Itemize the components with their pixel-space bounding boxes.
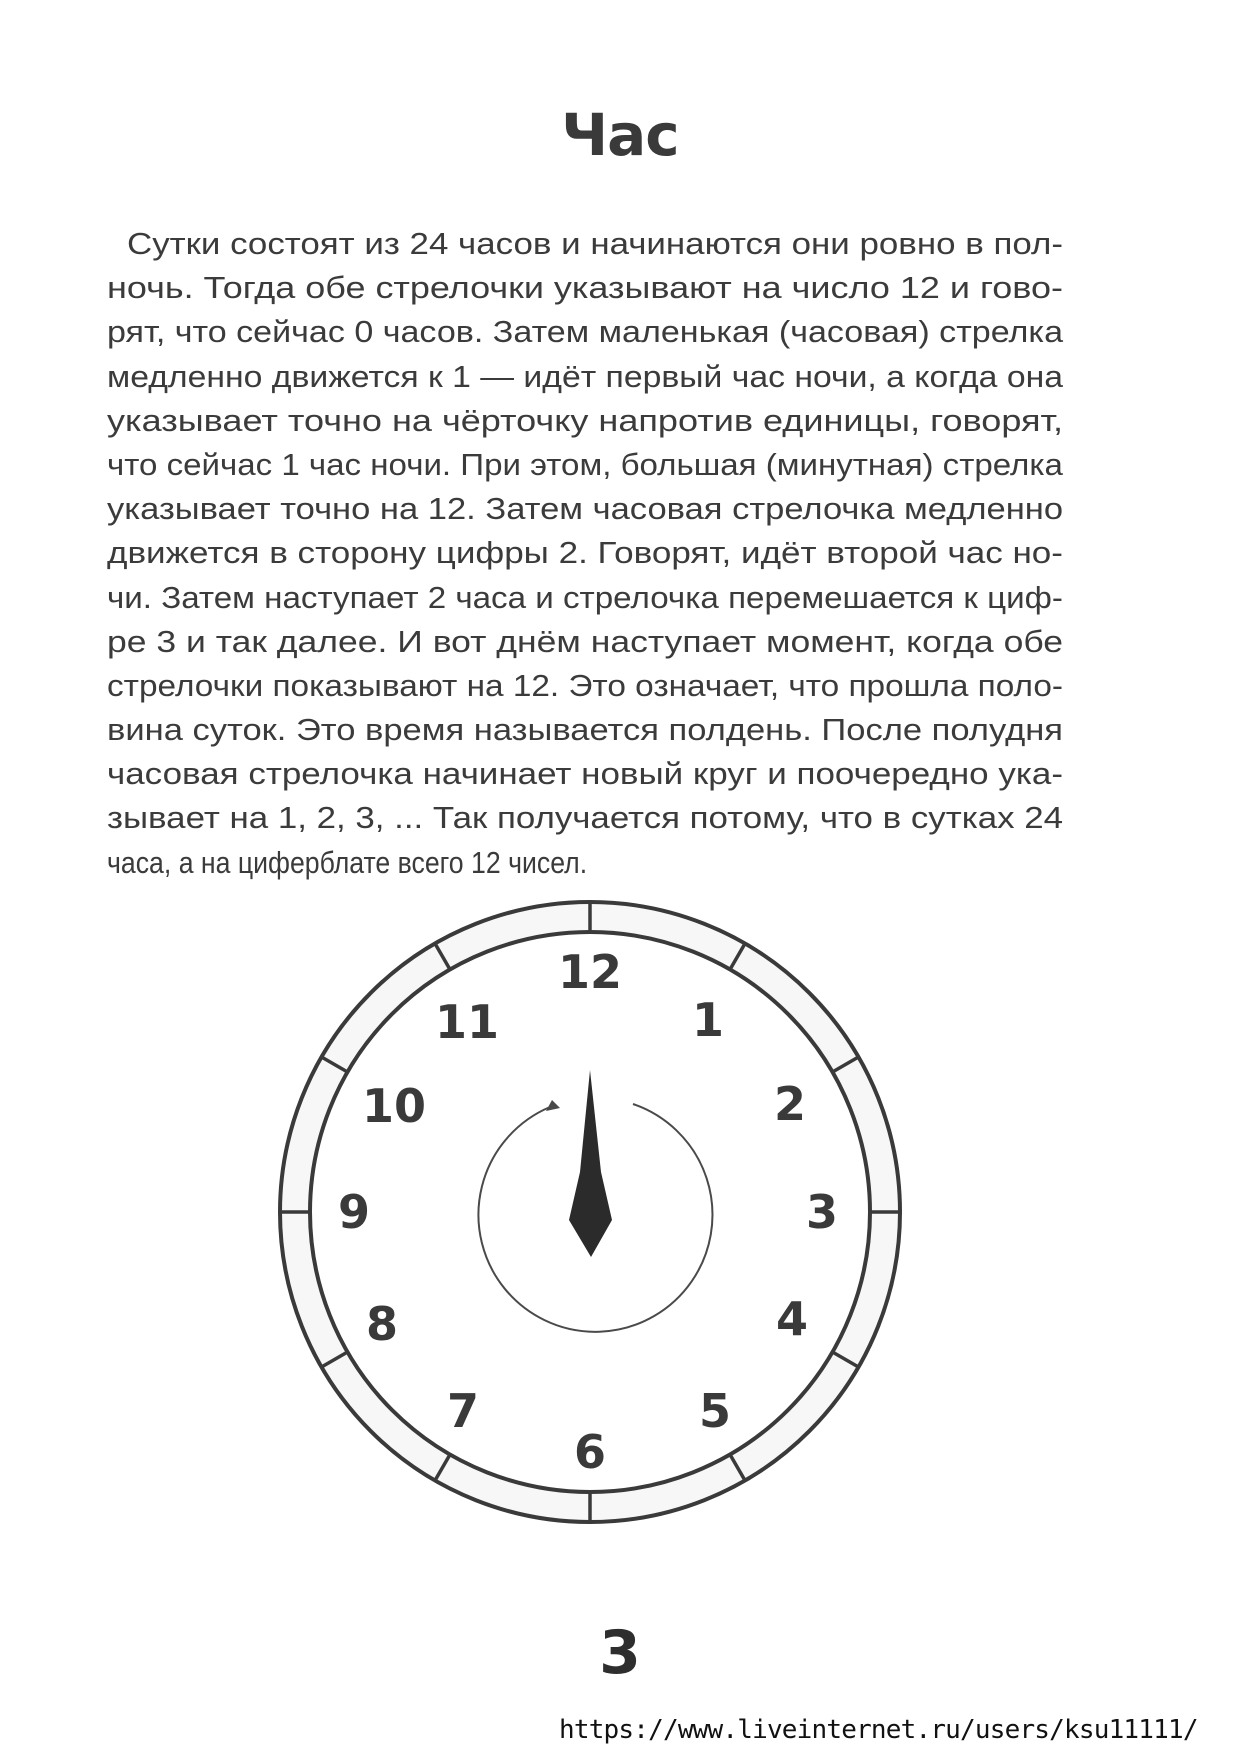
paragraph-line: часа, а на циферблате всего 12 чисел. xyxy=(107,844,588,880)
paragraph-line: ре 3 и так далее. И вот днём наступает момент, когда обе xyxy=(107,623,1064,659)
numeral-4: 4 xyxy=(775,1292,809,1346)
paragraph-line: вина суток. Это время называется полдень. После полудня xyxy=(107,712,1064,748)
paragraph-line: ночь. Тогда обе стрелочки указывают на число 12 и гово- xyxy=(107,270,1064,306)
paragraph-line: указывает точно на чёрточку напротив единицы, говорят, xyxy=(107,402,1064,438)
paragraph-line: движется в сторону цифры 2. Говорят, идёт второй час но- xyxy=(107,535,1063,571)
numeral-5: 5 xyxy=(698,1384,732,1438)
numeral-6: 6 xyxy=(573,1425,607,1479)
paragraph-line: указывает точно на 12. Затем часовая стрелочка медленно xyxy=(107,491,1064,527)
paragraph-line: что сейчас 1 час ночи. При этом, большая (минутная) стрелка xyxy=(107,446,1063,482)
numeral-9: 9 xyxy=(337,1185,371,1239)
page-title: Час xyxy=(561,101,679,169)
numeral-10: 10 xyxy=(361,1079,427,1133)
paragraph-line: рят, что сейчас 0 часов. Затем маленькая (часовая) стрелка xyxy=(107,314,1064,350)
paragraph-line: чи. Затем наступает 2 часа и стрелочка перемешается к циф- xyxy=(107,579,1063,615)
numeral-11: 11 xyxy=(434,995,500,1049)
paragraph-line: медленно движется к 1 — идёт первый час ночи, а когда она xyxy=(107,358,1063,394)
numeral-7: 7 xyxy=(446,1384,480,1438)
numeral-3: 3 xyxy=(805,1185,839,1239)
paragraph-line: стрелочки показывают на 12. Это означает, что прошла поло- xyxy=(107,667,1064,703)
numeral-8: 8 xyxy=(365,1297,399,1351)
clock-face-illustration xyxy=(270,892,910,1532)
body-paragraph xyxy=(107,222,1063,885)
paragraph-line: зывает на 1, 2, 3, ... Так получается потому, что в сутках 24 xyxy=(107,800,1064,836)
page-number: 3 xyxy=(599,1618,641,1688)
numeral-12: 12 xyxy=(557,945,623,999)
paragraph-line: часовая стрелочка начинает новый круг и поочередно ука- xyxy=(107,756,1064,792)
numeral-2: 2 xyxy=(773,1077,807,1131)
paragraph-line: Сутки состоят из 24 часов и начинаются они ровно в пол- xyxy=(127,226,1063,261)
numeral-1: 1 xyxy=(691,993,725,1047)
watermark-url: https://www.liveinternet.ru/users/ksu11111/ xyxy=(559,1715,1198,1745)
